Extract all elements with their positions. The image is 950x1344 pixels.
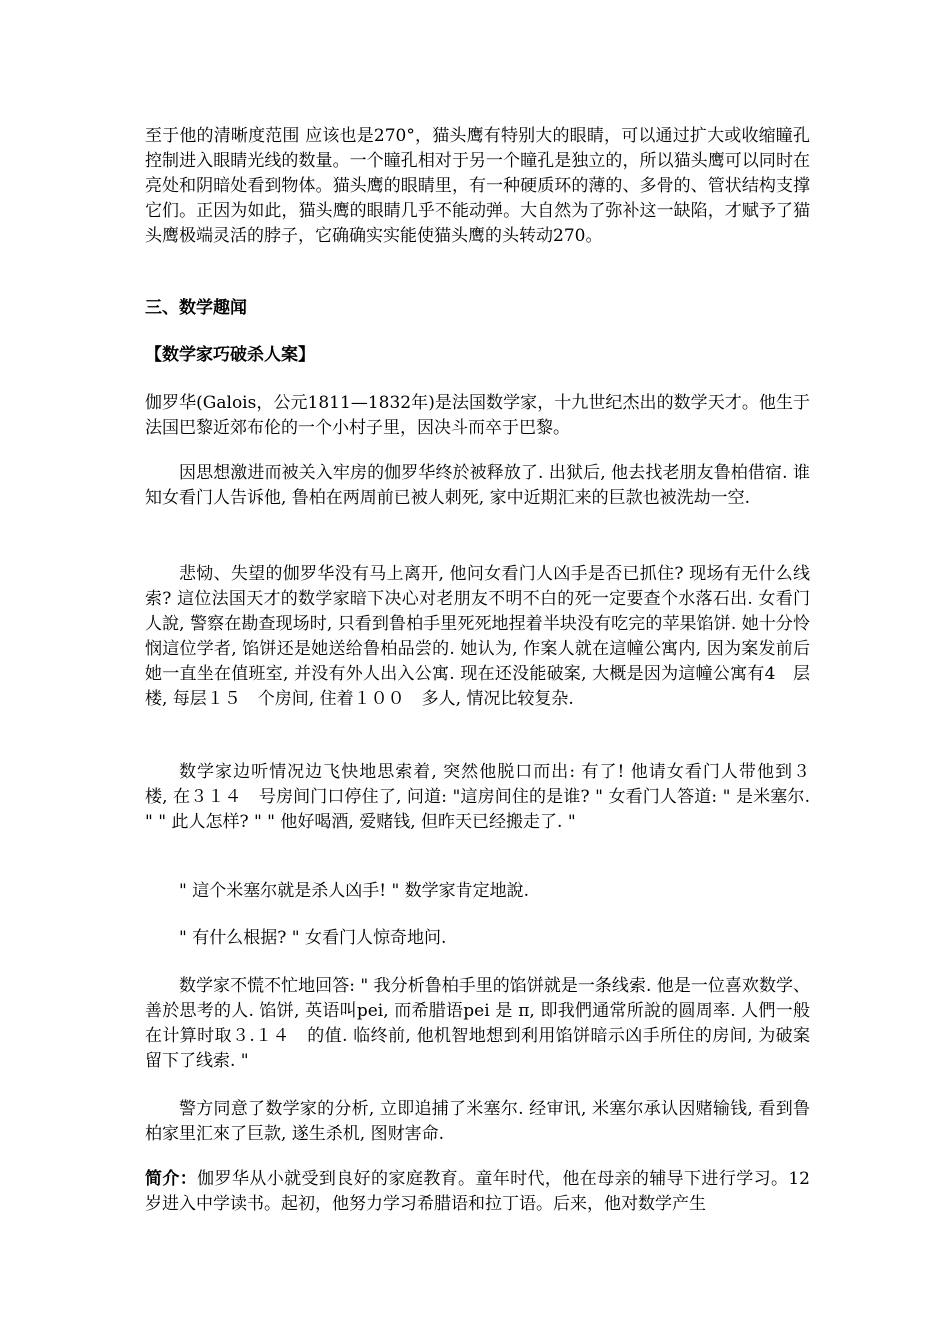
story-paragraph-arrest: 警方同意了数学家的分析, 立即追捕了米塞尔. 经审讯, 米塞尔承认因赌输钱, 看到鲁柏家里汇來了巨款, 遂生杀机, 图财害命.	[145, 1099, 810, 1144]
story-paragraph-accusation: " 這个米塞尔就是杀人凶手! " 数学家肯定地說.	[179, 881, 530, 901]
bio-text: 伽罗华从小就受到良好的家庭教育。童年时代，他在母亲的辅导下进行学习。12岁进入中学读书。起初，他努力学习希腊语和拉丁语。后来，他对数学产生	[145, 1169, 810, 1214]
story-paragraph-deduction: 数学家边听情况边飞快地思索着, 突然他脱口而出: 有了! 他请女看门人带他到３ 楼, 在３１４ 号房间门口停住了, 问道: "這房间住的是谁? " 女看门人答道: " 是米塞尔. " " 此人怎样? " " 他好喝酒, 爱赌钱, 但昨天已经搬走了. "	[145, 762, 827, 832]
story-paragraph-explanation: 数学家不慌不忙地回答: " 我分析鲁柏手里的馅饼就是一条线索. 他是一位喜欢数学、善於思考的人. 馅饼, 英语叫pei, 而希腊语pei 是 π, 即我們通常所說的圆周率. 人們一般在计算时取３.１４ 的值. 临终前, 他机智地想到利用馅饼暗示凶手所住的房间, 为破案留下了线索. "	[145, 976, 810, 1071]
story-paragraph-clues: 悲恸、失望的伽罗华没有马上离开, 他问女看门人凶手是否已抓住? 现场有无什么线索? 這位法国天才的数学家暗下决心对老朋友不明不白的死一定要查个水落石出. 女看门人說, 警察在勘查现场时, 只看到鲁柏手里死死地捏着半块没有吃完的苹果馅饼. 她十分怜悯這位学者, 馅饼还是她送给鲁柏品尝的. 她认为, 作案人就在這幢公寓内, 因为案发前后她一直坐在值班室, 并没有外人出入公寓. 现在还没能破案, 大概是因为這幢公寓有4 层楼, 每层１５ 个房间, 住着１００ 多人, 情况比较复杂.	[145, 564, 810, 709]
bio-label: 简介：	[145, 1169, 198, 1189]
galois-intro-paragraph: 伽罗华(Galois，公元1811—1832年)是法国数学家，十九世纪杰出的数学天才。他生于法国巴黎近郊布伦的一个小村子里，因决斗而卒于巴黎。	[145, 393, 810, 438]
owl-eye-paragraph: 至于他的清晰度范围 应该也是270°，猫头鹰有特别大的眼睛，可以通过扩大或收缩瞳孔控制进入眼睛光线的数量。一个瞳孔相对于另一个瞳孔是独立的，所以猫头鹰可以同时在亮处和阴暗处看到物体。猫头鹰的眼睛里，有一种硬质环的薄的、多骨的、管状结构支撑它们。正因为如此，猫头鹰的眼睛几乎不能动弹。大自然为了弥补这一缺陷，才赋予了猫头鹰极端灵活的脖子，它确确实实能使猫头鹰的头转动270。	[145, 126, 810, 246]
story-paragraph-question: " 有什么根据? " 女看门人惊奇地问.	[179, 928, 447, 948]
story-title: 【数学家巧破杀人案】	[145, 345, 315, 365]
section-heading: 三、数学趣闻	[145, 298, 247, 318]
story-paragraph-release: 因思想激进而被关入牢房的伽罗华终於被释放了. 出狱后, 他去找老朋友鲁柏借宿. 谁知女看门人告诉他, 鲁柏在两周前已被人刺死, 家中近期汇来的巨款也被洗劫一空.	[145, 463, 810, 508]
bio-paragraph	[145, 1167, 810, 1217]
